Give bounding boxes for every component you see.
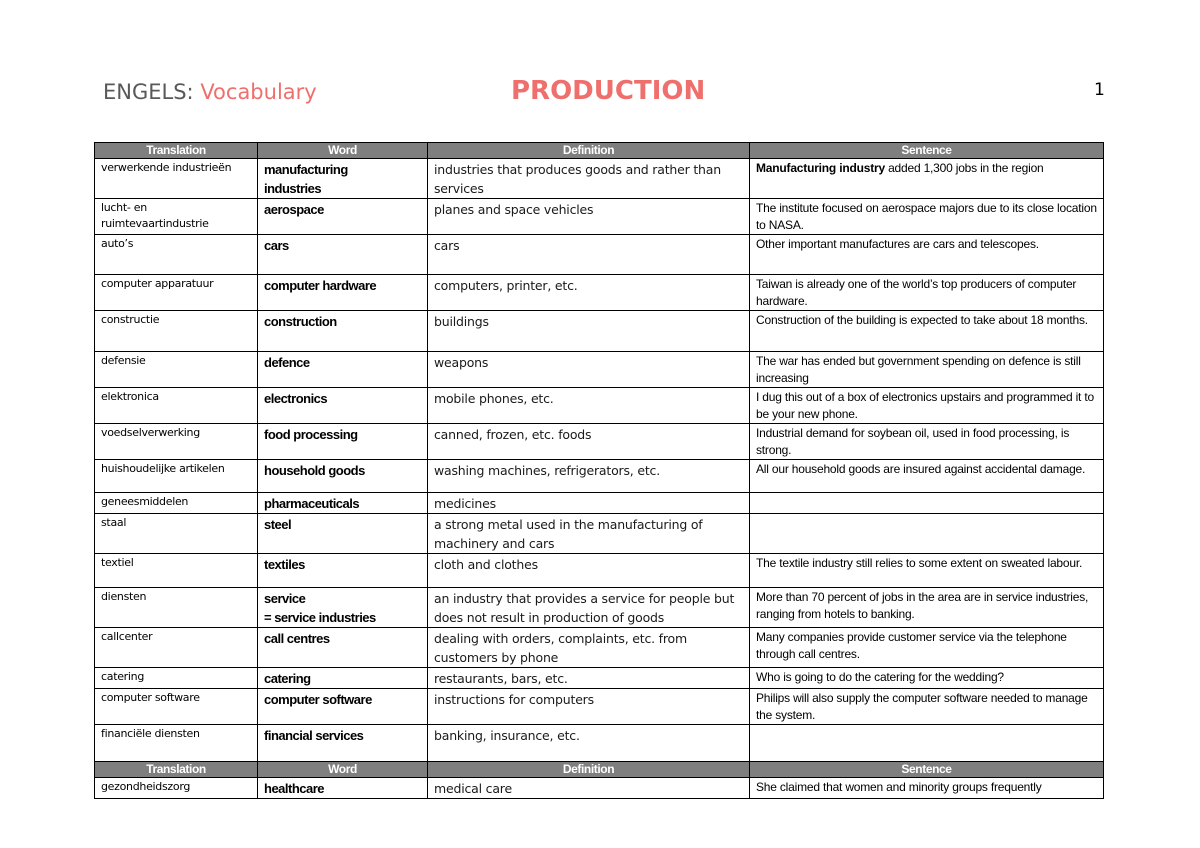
table-row	[95, 159, 1104, 199]
definition-cell: a strong metal used in the manufacturing of machinery and cars	[428, 514, 750, 554]
table-row	[95, 668, 1104, 689]
sentence-cell	[750, 388, 1104, 424]
word-line: service	[264, 591, 306, 606]
translation-cell: textiel	[95, 554, 258, 588]
word-line: steel	[264, 517, 292, 532]
table-row	[95, 689, 1104, 725]
sentence-text: Who is going to do the catering for the wedding?	[756, 670, 1004, 684]
sentence-text: added 1,300 jobs in the region	[884, 161, 1044, 175]
word-cell	[258, 235, 428, 275]
word-line: textiles	[264, 557, 305, 572]
word-line: = service industries	[264, 610, 376, 625]
translation-cell: catering	[95, 668, 258, 689]
sentence-text: All our household goods are insured against accidental damage.	[756, 462, 1086, 476]
word-cell	[258, 388, 428, 424]
word-line: industries	[264, 181, 322, 196]
definition-cell: canned, frozen, etc. foods	[428, 424, 750, 460]
sentence-text: The textile industry still relies to some extent on sweated labour.	[756, 556, 1083, 570]
definition-cell: planes and space vehicles	[428, 199, 750, 235]
sentence-cell	[750, 235, 1104, 275]
definition-cell: buildings	[428, 311, 750, 352]
table-row	[95, 493, 1104, 514]
sentence-cell	[750, 424, 1104, 460]
sentence-text: The war has ended but government spending on defence is still increasing	[756, 354, 1081, 385]
word-line: cars	[264, 238, 289, 253]
translation-cell: diensten	[95, 588, 258, 628]
definition-cell: banking, insurance, etc.	[428, 725, 750, 762]
sentence-highlight: Manufacturing industry	[756, 161, 885, 175]
sentence-cell	[750, 588, 1104, 628]
translation-cell: lucht- en ruimtevaartindustrie	[95, 199, 258, 235]
table-row	[95, 554, 1104, 588]
word-cell	[258, 628, 428, 668]
sentence-cell	[750, 275, 1104, 311]
table-row	[95, 424, 1104, 460]
column-header: Word	[258, 143, 428, 159]
definition-cell: dealing with orders, complaints, etc. from customers by phone	[428, 628, 750, 668]
translation-cell: voedselverwerking	[95, 424, 258, 460]
table-header-row	[95, 143, 1104, 159]
sentence-cell	[750, 352, 1104, 388]
word-line: computer software	[264, 692, 372, 707]
translation-cell: verwerkende industrieën	[95, 159, 258, 199]
word-cell	[258, 424, 428, 460]
sentence-text: I dug this out of a box of electronics upstairs and programmed it to be your new phone.	[756, 390, 1094, 421]
translation-cell: defensie	[95, 352, 258, 388]
translation-cell: staal	[95, 514, 258, 554]
word-cell	[258, 352, 428, 388]
word-line: household goods	[264, 463, 365, 478]
sentence-text: Philips will also supply the computer software needed to manage the system.	[756, 691, 1088, 722]
word-line: call centres	[264, 631, 330, 646]
sentence-text: More than 70 percent of jobs in the area are in service industries, ranging from hotels to banking.	[756, 590, 1089, 621]
word-line: computer hardware	[264, 278, 377, 293]
word-cell	[258, 778, 428, 799]
word-line: construction	[264, 314, 337, 329]
word-cell	[258, 725, 428, 762]
sentence-cell	[750, 628, 1104, 668]
column-header: Sentence	[750, 143, 1104, 159]
translation-cell: constructie	[95, 311, 258, 352]
definition-cell: instructions for computers	[428, 689, 750, 725]
translation-cell: computer apparatuur	[95, 275, 258, 311]
definition-cell: medical care	[428, 778, 750, 799]
sentence-cell	[750, 493, 1104, 514]
column-header: Definition	[428, 143, 750, 159]
definition-cell: mobile phones, etc.	[428, 388, 750, 424]
sentence-cell	[750, 725, 1104, 762]
column-header: Word	[258, 762, 428, 778]
sentence-cell	[750, 460, 1104, 493]
word-cell	[258, 311, 428, 352]
column-header: Sentence	[750, 762, 1104, 778]
translation-cell: gezondheidszorg	[95, 778, 258, 799]
translation-cell: elektronica	[95, 388, 258, 424]
translation-cell: auto’s	[95, 235, 258, 275]
table-header-row	[95, 762, 1104, 778]
word-line: aerospace	[264, 202, 324, 217]
page-title: PRODUCTION	[511, 76, 706, 106]
word-cell	[258, 159, 428, 199]
translation-cell: callcenter	[95, 628, 258, 668]
word-cell	[258, 199, 428, 235]
word-line: pharmaceuticals	[264, 496, 360, 511]
sentence-text: The institute focused on aerospace majors due to its close location to NASA.	[756, 201, 1097, 232]
table-row	[95, 628, 1104, 668]
translation-cell: financiële diensten	[95, 725, 258, 762]
column-header: Definition	[428, 762, 750, 778]
word-line: financial services	[264, 728, 364, 743]
table-row	[95, 352, 1104, 388]
table-row	[95, 311, 1104, 352]
table-row	[95, 460, 1104, 493]
word-line: catering	[264, 671, 311, 686]
sentence-cell	[750, 668, 1104, 689]
word-cell	[258, 588, 428, 628]
sentence-cell	[750, 159, 1104, 199]
word-line: food processing	[264, 427, 358, 442]
word-cell	[258, 668, 428, 689]
table-row	[95, 235, 1104, 275]
word-cell	[258, 275, 428, 311]
sentence-text: Taiwan is already one of the world’s top producers of computer hardware.	[756, 277, 1077, 308]
translation-cell: computer software	[95, 689, 258, 725]
translation-cell: geneesmiddelen	[95, 493, 258, 514]
table-row	[95, 778, 1104, 799]
sentence-text: Many companies provide customer service via the telephone through call centres.	[756, 630, 1067, 661]
subject-prefix: ENGELS:	[103, 80, 194, 104]
definition-cell: an industry that provides a service for people but does not result in production of goods	[428, 588, 750, 628]
word-cell	[258, 460, 428, 493]
definition-cell: restaurants, bars, etc.	[428, 668, 750, 689]
subject-accent: Vocabulary	[200, 80, 317, 104]
sentence-cell	[750, 311, 1104, 352]
word-line: healthcare	[264, 781, 325, 796]
word-line: electronics	[264, 391, 328, 406]
table-row	[95, 514, 1104, 554]
sentence-text: She claimed that women and minority groups frequently	[756, 780, 1042, 794]
column-header: Translation	[95, 762, 258, 778]
definition-cell: medicines	[428, 493, 750, 514]
definition-cell: washing machines, refrigerators, etc.	[428, 460, 750, 493]
table-row	[95, 275, 1104, 311]
word-cell	[258, 493, 428, 514]
definition-cell: industries that produces goods and rather than services	[428, 159, 750, 199]
sentence-cell	[750, 689, 1104, 725]
definition-cell: cloth and clothes	[428, 554, 750, 588]
word-cell	[258, 554, 428, 588]
sentence-cell	[750, 514, 1104, 554]
sentence-cell	[750, 199, 1104, 235]
table-row	[95, 388, 1104, 424]
table-row	[95, 725, 1104, 762]
definition-cell: cars	[428, 235, 750, 275]
definition-cell: computers, printer, etc.	[428, 275, 750, 311]
word-line: manufacturing	[264, 162, 348, 177]
table-row	[95, 199, 1104, 235]
definition-cell: weapons	[428, 352, 750, 388]
table-row	[95, 588, 1104, 628]
sentence-cell	[750, 554, 1104, 588]
word-cell	[258, 689, 428, 725]
translation-cell: huishoudelijke artikelen	[95, 460, 258, 493]
page-number: 1	[1094, 80, 1105, 100]
subject-label	[103, 80, 317, 104]
sentence-text: Other important manufactures are cars and telescopes.	[756, 237, 1039, 251]
column-header: Translation	[95, 143, 258, 159]
word-cell	[258, 514, 428, 554]
word-line: defence	[264, 355, 310, 370]
vocabulary-table	[94, 142, 1104, 799]
sentence-text: Industrial demand for soybean oil, used in food processing, is strong.	[756, 426, 1070, 457]
sentence-text: Construction of the building is expected to take about 18 months.	[756, 313, 1088, 327]
sentence-cell	[750, 778, 1104, 799]
